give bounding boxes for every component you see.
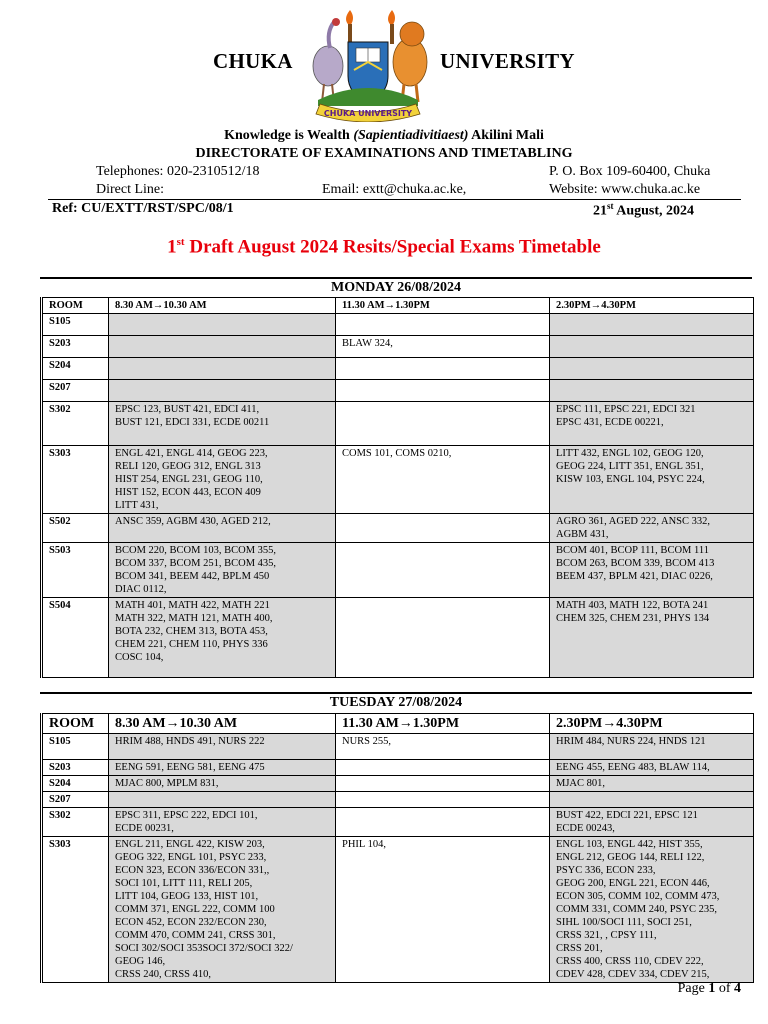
slot3-cell: MJAC 801, [550,776,754,792]
website: Website: www.chuka.ac.ke [549,182,701,197]
room-cell: S302 [42,808,109,837]
table-row [42,837,754,983]
monday-timetable [40,297,754,678]
telephones: Telephones: 020-2310512/18 [96,164,260,179]
slot1-cell: HRIM 488, HNDS 491, NURS 222 [109,734,336,760]
slot3-cell: EENG 455, EENG 483, BLAW 114, [550,760,754,776]
slot1-cell: ENGL 211, ENGL 422, KISW 203, GEOG 322, ENGL 101, PSYC 233, ECON 323, ECON 336/ECON 331,, SOCI 101, LITT 111, RELI 205, LITT 104, GEOG 133, HIST 101, COMM 371, ENGL 222, COMM 100 ECON 452, ECON 232/ECON 230, COMM 470, COMM 241, CRSS 301, SOCI 302/SOCI 353SOCI 372/SOCI 322/ GEOG 146, CRSS 240, CRSS 410, [109,837,336,983]
slot2-cell [336,402,550,446]
slot1-cell: ANSC 359, AGBM 430, AGED 212, [109,514,336,543]
table-row [42,446,754,514]
tuesday-timetable [40,713,754,983]
monday-header-row [42,298,754,314]
slot2-cell [336,543,550,598]
col-slot3-header: 2.30PM→4.30PM [550,298,754,314]
slot2-cell [336,808,550,837]
table-row [42,402,754,446]
table-row [42,358,754,380]
room-cell: S105 [42,314,109,336]
col-slot2-header: 11.30 AM→1.30PM [336,298,550,314]
room-cell: S207 [42,792,109,808]
room-cell: S503 [42,543,109,598]
slot3-cell [550,336,754,358]
slot3-cell: MATH 403, MATH 122, BOTA 241 CHEM 325, CHEM 231, PHYS 134 [550,598,754,678]
direct-line: Direct Line: [96,182,165,197]
table-row [42,808,754,837]
slot1-cell [109,358,336,380]
university-crest-logo [300,4,436,122]
room-cell: S207 [42,380,109,402]
university-name-right: UNIVERSITY [440,49,575,73]
slot1-cell [109,792,336,808]
slot3-cell: EPSC 111, EPSC 221, EDCI 321 EPSC 431, ECDE 00221, [550,402,754,446]
slot2-cell [336,358,550,380]
document-title: 1st Draft August 2024 Resits/Special Exams Timetable [167,236,601,258]
crest-banner-text: CHUKA UNIVERSITY [323,109,413,118]
table-row [42,776,754,792]
slot3-cell: ENGL 103, ENGL 442, HIST 355, ENGL 212, GEOG 144, RELI 122, PSYC 336, ECON 233, GEOG 200, ENGL 221, ECON 446, ECON 305, COMM 102, COMM 473, COMM 331, COMM 240, PSYC 235, SIHL 100/SOCI 111, SOCI 251, CRSS 321, , CPSY 111, CRSS 201, CRSS 400, CRSS 110, CDEV 222, CDEV 428, CDEV 334, CDEV 215, [550,837,754,983]
tuesday-rule [40,692,752,694]
slot3-cell [550,792,754,808]
header-rule [48,199,741,200]
col-slot1-header: 8.30 AM→10.30 AM [109,298,336,314]
slot2-cell [336,598,550,678]
slot1-cell: EPSC 123, BUST 421, EDCI 411, BUST 121, EDCI 331, ECDE 00211 [109,402,336,446]
slot2-cell [336,314,550,336]
po-box: P. O. Box 109-60400, Chuka [549,164,711,179]
slot1-cell: MJAC 800, MPLM 831, [109,776,336,792]
room-cell: S302 [42,402,109,446]
directorate-heading: DIRECTORATE OF EXAMINATIONS AND TIMETABLING [195,146,573,161]
room-cell: S303 [42,837,109,983]
university-name-left: CHUKA [213,49,293,73]
slot2-cell [336,776,550,792]
slot1-cell: EPSC 311, EPSC 222, EDCI 101, ECDE 00231, [109,808,336,837]
monday-heading: MONDAY 26/08/2024 [330,280,462,295]
slot2-cell: PHIL 104, [336,837,550,983]
slot3-cell [550,380,754,402]
room-cell: S203 [42,336,109,358]
document-date: 21st August, 2024 [593,201,695,219]
slot2-cell: BLAW 324, [336,336,550,358]
room-cell: S504 [42,598,109,678]
slot2-cell [336,760,550,776]
slot1-cell [109,336,336,358]
room-cell: S204 [42,358,109,380]
tuesday-heading: TUESDAY 27/08/2024 [329,695,463,710]
table-row [42,598,754,678]
slot3-cell [550,314,754,336]
reference-number: Ref: CU/EXTT/RST/SPC/08/1 [52,201,234,216]
university-motto: Knowledge is Wealth (Sapientiadivitiaest) Akilini Mali [224,128,544,143]
col-room-header: ROOM [42,298,109,314]
table-row [42,792,754,808]
slot1-cell: BCOM 220, BCOM 103, BCOM 355, BCOM 337, BCOM 251, BCOM 435, BCOM 341, BEEM 442, BPLM 450 DIAC 0112, [109,543,336,598]
table-row [42,514,754,543]
slot2-cell [336,380,550,402]
table-row [42,734,754,760]
monday-rule [40,277,752,279]
slot2-cell [336,514,550,543]
slot2-cell: NURS 255, [336,734,550,760]
table-row [42,543,754,598]
slot1-cell [109,380,336,402]
room-cell: S502 [42,514,109,543]
slot1-cell: MATH 401, MATH 422, MATH 221 MATH 322, MATH 121, MATH 400, BOTA 232, CHEM 313, BOTA 453, CHEM 221, CHEM 110, PHYS 336 COSC 104, [109,598,336,678]
slot2-cell: COMS 101, COMS 0210, [336,446,550,514]
col-slot2-header: 11.30 AM→1.30PM [336,714,550,734]
table-row [42,380,754,402]
slot3-cell: AGRO 361, AGED 222, ANSC 332, AGBM 431, [550,514,754,543]
room-cell: S203 [42,760,109,776]
slot3-cell: HRIM 484, NURS 224, HNDS 121 [550,734,754,760]
col-slot1-header: 8.30 AM→10.30 AM [109,714,336,734]
slot1-cell [109,314,336,336]
room-cell: S204 [42,776,109,792]
tuesday-header-row [42,714,754,734]
table-row [42,336,754,358]
slot3-cell [550,358,754,380]
col-room-header: ROOM [42,714,109,734]
slot3-cell: BCOM 401, BCOP 111, BCOM 111 BCOM 263, BCOM 339, BCOM 413 BEEM 437, BPLM 421, DIAC 0226, [550,543,754,598]
slot3-cell: BUST 422, EDCI 221, EPSC 121 ECDE 00243, [550,808,754,837]
slot3-cell: LITT 432, ENGL 102, GEOG 120, GEOG 224, LITT 351, ENGL 351, KISW 103, ENGL 104, PSYC 224, [550,446,754,514]
room-cell: S303 [42,446,109,514]
slot2-cell [336,792,550,808]
room-cell: S105 [42,734,109,760]
table-row [42,760,754,776]
page-number: Page 1 of 4 [677,981,741,996]
email: Email: extt@chuka.ac.ke, [322,182,467,197]
slot1-cell: ENGL 421, ENGL 414, GEOG 223, RELI 120, GEOG 312, ENGL 313 HIST 254, ENGL 231, GEOG 110, HIST 152, ECON 443, ECON 409 LITT 431, [109,446,336,514]
col-slot3-header: 2.30PM→4.30PM [550,714,754,734]
table-row [42,314,754,336]
slot1-cell: EENG 591, EENG 581, EENG 475 [109,760,336,776]
